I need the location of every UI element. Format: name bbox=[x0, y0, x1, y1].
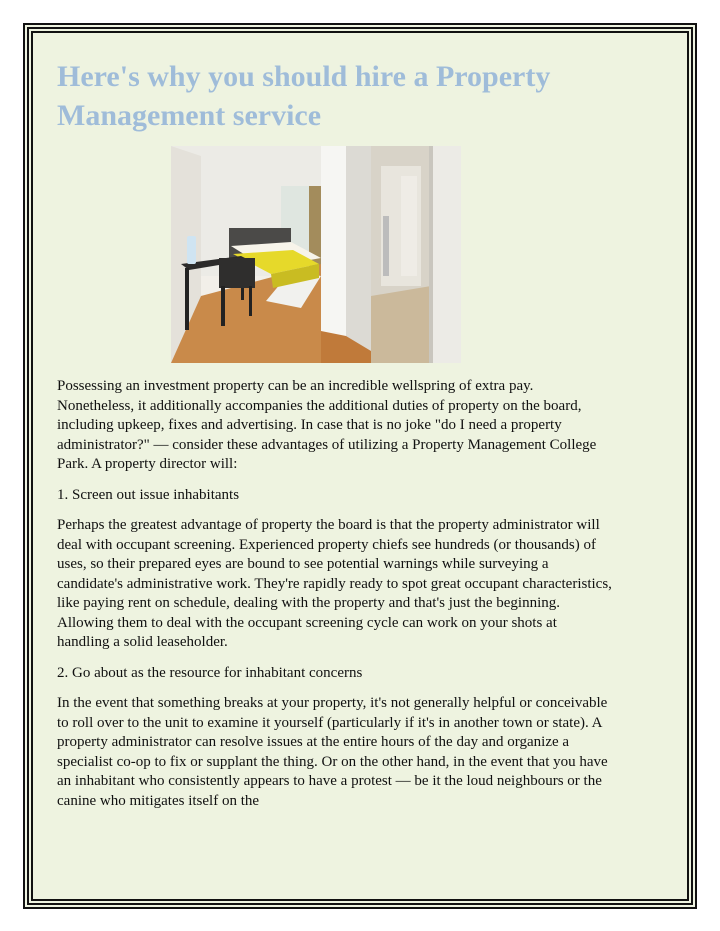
document-title: Here's why you should hire a Property Management service bbox=[57, 60, 551, 132]
paragraph-screening: Perhaps the greatest advantage of property the board is that the property administrator will deal with occupant screening. Experienced property chiefs see hundreds (or thousands) of uses, so their prepared eyes are bound to see potential warnings while surveying a candidate's administrative work. They're rapidly ready to spot great occupant characteristics, like paying rent on schedule, dealing with the property and that's just the beginning. Allowing them to deal with the occupant screening cycle can work on your shots at handling a solid leaseholder. bbox=[57, 517, 612, 650]
article-body bbox=[57, 377, 612, 822]
heading-resource: 2. Go about as the resource for inhabitant concerns bbox=[57, 664, 363, 681]
heading-screen-out: 1. Screen out issue inhabitants bbox=[57, 486, 240, 503]
paragraph-intro: Possessing an investment property can be an incredible wellspring of extra pay. Nonetheless, it additionally accompanies the additional duties of property on the board, including upkeep, fixes and advertising. In case that is no joke "do I need a property administrator?" — consider these advantages of utilizing a Property Management College Park. A property director will: bbox=[57, 378, 597, 472]
apartment-photo bbox=[171, 146, 461, 363]
paragraph-concerns: In the event that something breaks at your property, it's not generally helpful or conceivable to roll over to the unit to examine it yourself (particularly if it's in another town or state). A property administrator can resolve issues at the entire hours of the day and organize a specialist co-op to fix or supplant the thing. Or on the other hand, in the event that you have an inhabitant who consistently appears to have a protest — be it the loud neighbours or the canine who mitigates itself on the bbox=[57, 695, 608, 809]
